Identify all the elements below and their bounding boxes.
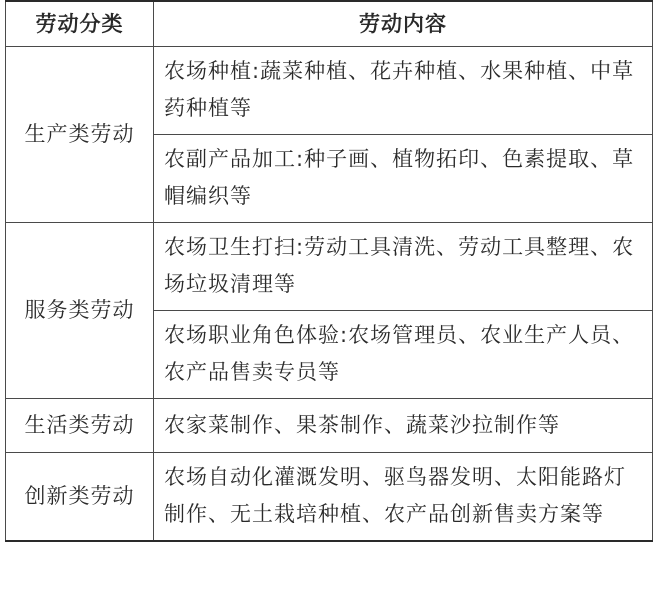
category-production: 生产类劳动 xyxy=(6,47,154,223)
content-farm-planting: 农场种植:蔬菜种植、花卉种植、水果种植、中草药种植等 xyxy=(154,47,653,135)
content-innovation-projects: 农场自动化灌溉发明、驱鸟器发明、太阳能路灯制作、无土栽培种植、农产品创新售卖方案等 xyxy=(154,453,653,542)
table-row xyxy=(6,223,653,311)
header-content: 劳动内容 xyxy=(154,1,653,47)
table-row xyxy=(6,453,653,542)
category-innovation: 创新类劳动 xyxy=(6,453,154,542)
table-row xyxy=(6,399,653,453)
content-produce-processing: 农副产品加工:种子画、植物拓印、色素提取、草帽编织等 xyxy=(154,135,653,223)
labor-category-table xyxy=(5,0,653,542)
table-body xyxy=(6,47,653,542)
header-row xyxy=(6,1,653,47)
header-category: 劳动分类 xyxy=(6,1,154,47)
category-service: 服务类劳动 xyxy=(6,223,154,399)
content-farm-cleaning: 农场卫生打扫:劳动工具清洗、劳动工具整理、农场垃圾清理等 xyxy=(154,223,653,311)
content-home-cooking: 农家菜制作、果茶制作、蔬菜沙拉制作等 xyxy=(154,399,653,453)
table-row xyxy=(6,47,653,135)
table-header xyxy=(6,1,653,47)
content-farm-role-experience: 农场职业角色体验:农场管理员、农业生产人员、农产品售卖专员等 xyxy=(154,311,653,399)
category-life: 生活类劳动 xyxy=(6,399,154,453)
